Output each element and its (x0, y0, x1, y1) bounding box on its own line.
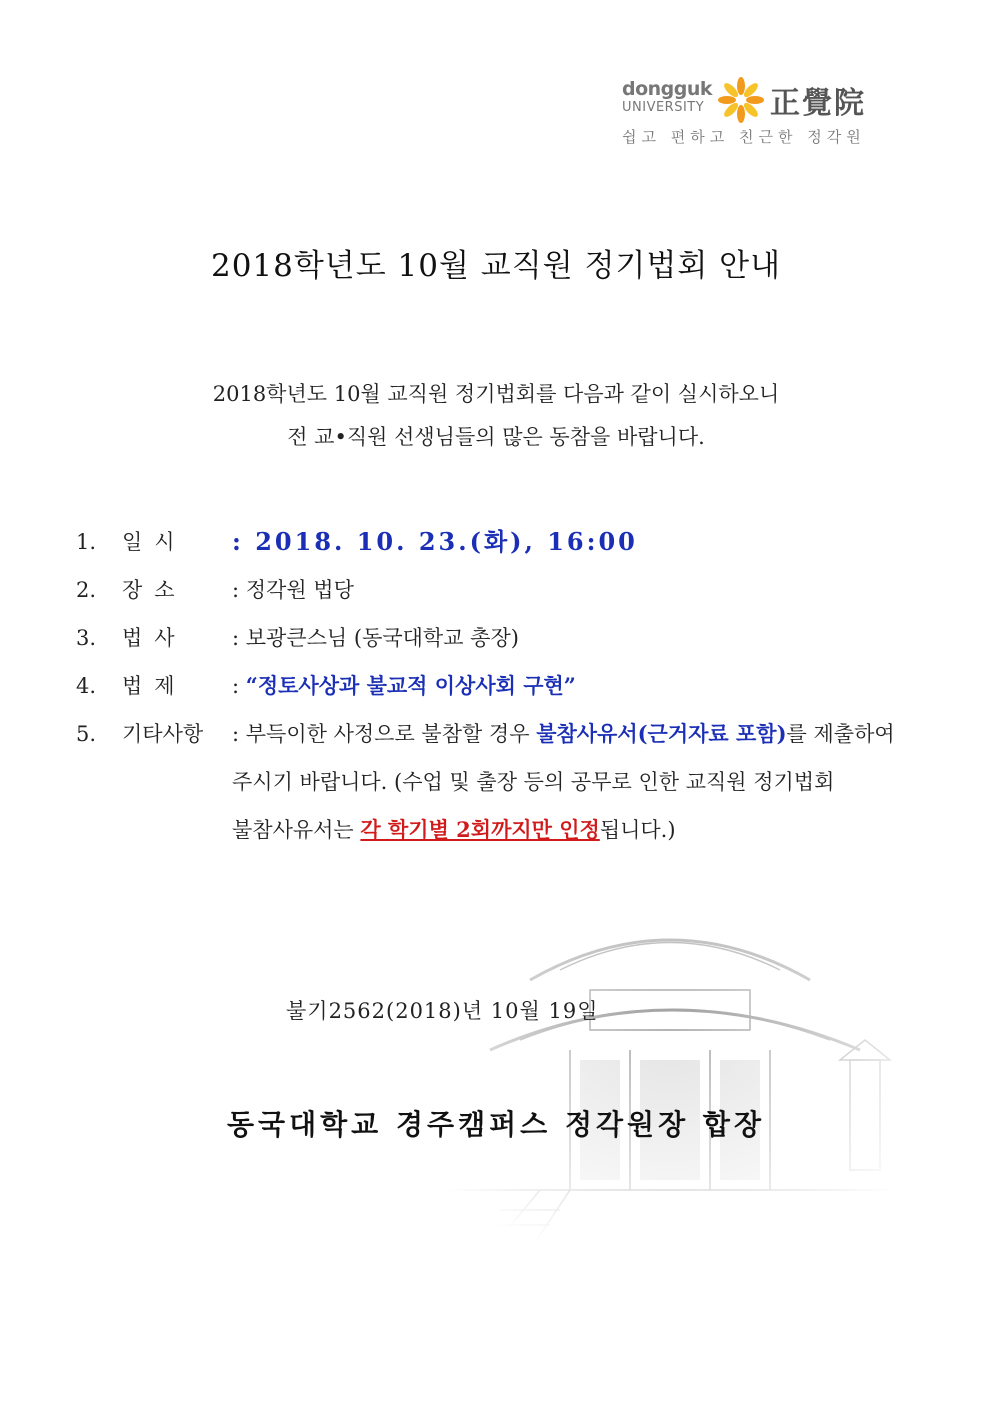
place-value: 정각원 법당 (245, 578, 354, 602)
other-line-3 (232, 806, 676, 854)
item-value (232, 710, 895, 758)
item-topic (72, 662, 932, 710)
details-list (72, 518, 932, 854)
item-value (232, 662, 576, 710)
item-label: 장소 (122, 578, 187, 602)
item-other-line-3 (72, 806, 932, 854)
item-number: 2. (76, 578, 97, 602)
temple-illustration (420, 860, 920, 1250)
logo-hanja: 正覺院 (770, 86, 866, 121)
other-line-3-post: 됩니다.) (599, 818, 676, 842)
item-other (72, 710, 932, 758)
item-colon: : (232, 578, 240, 602)
wordmark-line2: UNIVERSITY (622, 100, 705, 115)
signer: 동국대학교 경주캠퍼스 정각원장 합장 (226, 1108, 765, 1141)
logo (620, 70, 890, 150)
datetime-value: 2018. 10. 23.(화), 16:00 (255, 527, 638, 556)
item-place (72, 566, 932, 614)
item-colon: : (232, 527, 244, 556)
other-line-3-pre: 불참사유서는 (232, 818, 361, 842)
university-wordmark (622, 80, 712, 114)
intro-text (0, 373, 992, 459)
item-other-line-2 (72, 758, 932, 806)
flower-sunburst-icon (716, 76, 766, 124)
other-value-highlight: 불참사유서(근거자료 포함) (536, 721, 787, 746)
item-number: 3. (76, 626, 97, 650)
speaker-value: 보광큰스님 (동국대학교 총장) (245, 626, 519, 650)
intro-line-1: 2018학년도 10월 교직원 정기법회를 다음과 같이 실시하오니 (212, 382, 780, 406)
item-number: 1. (76, 530, 97, 554)
issue-date: 불기2562(2018)년 10월 19일 (286, 999, 599, 1023)
item-colon: : (232, 626, 240, 650)
item-value (232, 518, 638, 566)
other-line-3-highlight: 각 학기별 2회까지만 인정 (360, 817, 600, 842)
other-value-pre: 부득이한 사정으로 불참할 경우 (245, 722, 537, 746)
item-datetime (72, 518, 932, 566)
item-number: 4. (76, 674, 97, 698)
item-colon: : (232, 722, 240, 746)
item-label: 법사 (122, 626, 187, 650)
other-line-2: 주시기 바랍니다. (수업 및 출장 등의 공무로 인한 교직원 정기법회 (232, 770, 835, 794)
other-value-post: 를 제출하여 (786, 722, 895, 746)
logo-slogan: 쉽고 편하고 친근한 정각원 (622, 128, 866, 146)
topic-value: “정토사상과 불교적 이상사회 구현” (245, 673, 576, 698)
intro-line-2: 전 교•직원 선생님들의 많은 동참을 바랍니다. (287, 425, 705, 449)
item-label: 기타사항 (122, 722, 204, 746)
item-number: 5. (76, 722, 97, 746)
page-title: 2018학년도 10월 교직원 정기법회 안내 (210, 248, 782, 284)
item-value (232, 566, 354, 614)
item-colon: : (232, 674, 240, 698)
item-label: 일시 (122, 530, 187, 554)
item-label: 법제 (122, 674, 187, 698)
wordmark-line1: dongguk (622, 78, 713, 100)
item-speaker (72, 614, 932, 662)
item-value (232, 614, 519, 662)
